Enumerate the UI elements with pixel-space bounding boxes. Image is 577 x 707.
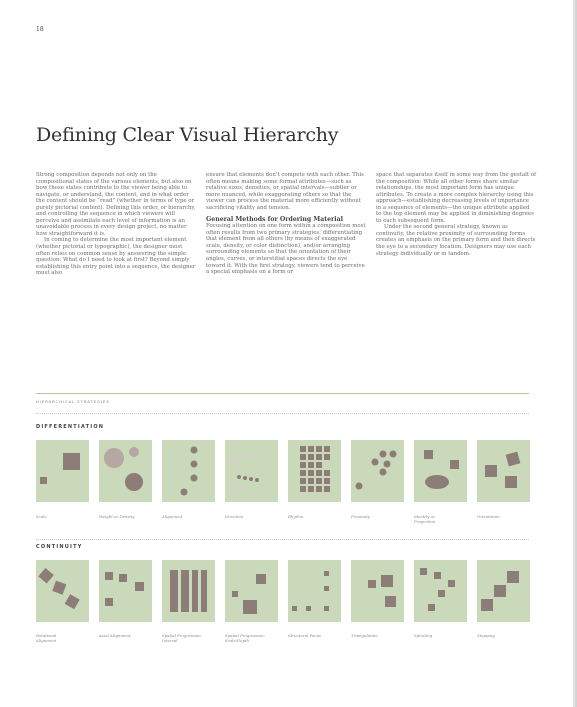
diagram-tile <box>99 440 152 502</box>
diagram-caption: Spatial Progression: Interval <box>162 633 202 643</box>
diagram-caption: Identity or Proportion <box>414 514 436 524</box>
paragraph: Strong composition depends not only on the compositional states of the various elements, but also on how those states contribute to the viewer being able to navigate, or understand, the content, and in what order the content should be “read” (whether in terms of type or purely pictorial content). Defining this order, or hierarchy, and controlling the sequence in which viewers will perceive and assimilate each level of information is an unavoidable process in every design project, no matter how straightforward it is. <box>36 172 196 237</box>
divider <box>36 539 529 540</box>
paragraph: space that separates itself in some way from the gestalt of the composition: While all other forms share similar relationships, the most important form has unique attributes. To create a more complex hierarchy using this approach—establishing decreasing levels of importance in a sequence of elements—the unique attribute applied to the top element may be applied in diminishing degrees to each subsequent form. <box>376 172 536 224</box>
diagram-tile <box>162 440 215 502</box>
paragraph: ensure that elements don’t compete with each other. This often means making some formal attributes—such as relative sizes, densities, or spatial intervals—subtler or more nuanced, while exaggerating others so that the viewer can process the material more efficiently without sacrificing vitality and tension. <box>206 172 364 211</box>
diagram-caption: Weight or Density <box>99 514 135 519</box>
strategies-top-rule <box>36 393 529 394</box>
diagram-tile <box>414 440 467 502</box>
strategies-label: HIERARCHICAL STRATEGIES <box>36 400 110 404</box>
differentiation-label: DIFFERENTIATION <box>36 424 105 430</box>
diagram-tile <box>36 440 89 502</box>
diagram-tile <box>351 560 404 622</box>
diagram-caption: Stepping <box>477 633 495 638</box>
diagram-caption: Orientation <box>477 514 500 519</box>
body-column-2 <box>206 172 366 276</box>
diagram-caption: Scale <box>36 514 47 519</box>
diagram-tile <box>477 560 530 622</box>
diagram-caption: Alignment <box>162 514 183 519</box>
paragraph: Focusing attention on one form within a composition most often results from two primary strategies: differentiating that element from all others (by means of exaggerated scale, density, or color distinction), and/or arranging surrounding elements so that the orientation of their angles, curves, or interstitial spaces directs the eye toward it. With the first strategy, viewers tend to perceive a special emphasis on a form or <box>206 223 366 276</box>
page-number: 18 <box>36 26 44 33</box>
page-edge <box>573 0 577 707</box>
diagram-tile <box>225 440 278 502</box>
diagram-caption: Rotational Alignment <box>36 633 57 643</box>
diagram-tile <box>288 560 341 622</box>
diagram-caption: Direction <box>225 514 244 519</box>
paragraph: Under the second general strategy, known as continuity, the relative proximity of surrounding forms creates an emphasis on the primary form and then directs the eye to a secondary location. Designers may use each strategy individually or in tandem. <box>376 224 536 257</box>
body-column-1 <box>36 172 196 277</box>
continuity-row <box>36 560 529 650</box>
diagram-caption: Rhythm <box>288 514 304 519</box>
diagram-tile <box>36 560 89 622</box>
diagram-tile <box>414 560 467 622</box>
diagram-tile <box>351 440 404 502</box>
diagram-tile <box>477 440 530 502</box>
diagram-caption: Structural Focus <box>288 633 322 638</box>
diagram-caption: Triangulation <box>351 633 378 638</box>
diagram-tile <box>99 560 152 622</box>
diagram-tile <box>225 560 278 622</box>
diagram-caption: Spiraling <box>414 633 433 638</box>
differentiation-row <box>36 440 529 530</box>
continuity-label: CONTINUITY <box>36 544 83 550</box>
divider <box>36 413 529 414</box>
paragraph: In coming to determine the most important element (whether pictorial or typographic), the designer most often relies on common sense by answering the simple question: What do I need to look at first? Beyond simply establishing this entry point into a sequence, the designer must also <box>36 237 196 277</box>
section-heading: General Methods for Ordering Material <box>206 216 343 224</box>
diagram-caption: Spatial Progression: Scale/Depth <box>225 633 265 643</box>
page-title: Defining Clear Visual Hierarchy <box>36 124 339 146</box>
diagram-tile <box>288 440 341 502</box>
body-column-3 <box>376 172 536 257</box>
diagram-tile <box>162 560 215 622</box>
diagram-caption: Axial Alignment <box>99 633 131 638</box>
diagram-caption: Proximity <box>351 514 370 519</box>
